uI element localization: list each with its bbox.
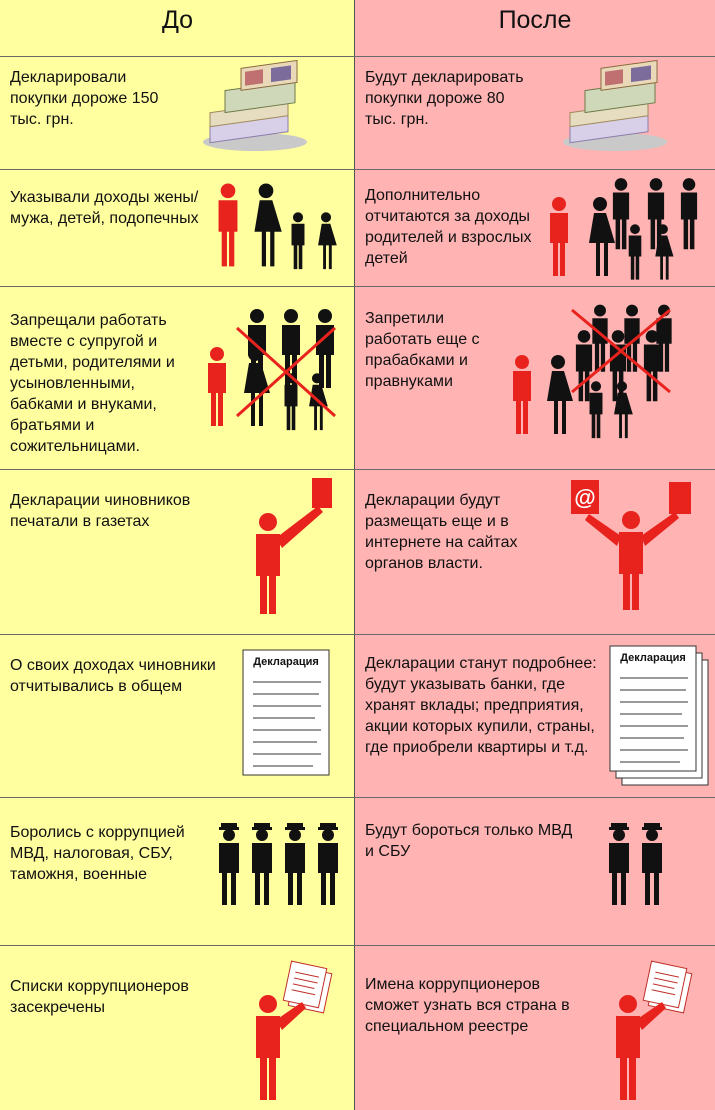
column-divider bbox=[354, 0, 355, 1110]
row-6-after-text: Будут бороться только МВД и СБУ bbox=[365, 822, 573, 860]
row-divider bbox=[0, 797, 715, 798]
four-officers-icon bbox=[212, 815, 352, 910]
row-1-before-text: Декларировали покупки дороже 150 тыс. грн. bbox=[10, 69, 159, 128]
row-divider bbox=[0, 945, 715, 946]
person-holding-papers-icon bbox=[600, 962, 710, 1107]
row-4-after-text: Декларации будут размещать еще и в интернете на сайтах органов власти. bbox=[365, 492, 518, 572]
declaration-document-icon bbox=[243, 650, 333, 778]
money-stack-icon bbox=[575, 72, 705, 162]
row-divider bbox=[0, 56, 715, 57]
row-7-before-text: Списки коррупционеров засекречены bbox=[10, 978, 189, 1016]
doc-title: Декларация bbox=[253, 656, 319, 668]
person-holding-papers-icon bbox=[240, 962, 350, 1107]
family-icon bbox=[200, 175, 350, 275]
money-stack-icon bbox=[215, 72, 345, 162]
before-header: До bbox=[161, 6, 194, 34]
row-5-after-text: Декларации станут подробнее: будут указывать банки, где хранят вклады; предприятия, акции которых купили, страны, где приобрели квартиры и т.д. bbox=[365, 655, 597, 756]
row-divider bbox=[0, 169, 715, 170]
extended-family-icon bbox=[535, 172, 715, 282]
row-3-before-text: Запрещали работать вместе с супругой и детьми, родителями и усыновленными, бабками и внуками, братьями и сожительницами. bbox=[10, 312, 175, 455]
person-holding-card-icon bbox=[240, 476, 340, 616]
row-1-after-text: Будут декларировать покупки дороже 80 тыс. грн. bbox=[365, 69, 524, 128]
crossed-relatives-icon bbox=[500, 296, 700, 441]
at-sign: @ bbox=[574, 485, 596, 510]
row-3-after-text: Запретили работать еще с прабабками и правнуками bbox=[365, 310, 480, 390]
doc-title: Декларация bbox=[620, 652, 686, 664]
person-holding-cards-at-icon bbox=[565, 476, 700, 616]
row-5-before-text: О своих доходах чиновники отчитывались в общем bbox=[10, 657, 216, 695]
two-officers-icon bbox=[602, 815, 677, 910]
row-2-before-text: Указывали доходы жены/мужа, детей, подопечных bbox=[10, 189, 199, 227]
row-2-after-text: Дополнительно отчитаются за доходы родителей и взрослых детей bbox=[365, 187, 532, 267]
row-6-before-text: Боролись с коррупцией МВД, налоговая, СБУ, таможня, военные bbox=[10, 824, 185, 883]
row-4-before-text: Декларации чиновников печатали в газетах bbox=[10, 492, 191, 530]
row-divider bbox=[0, 286, 715, 287]
declaration-documents-stack-icon bbox=[610, 646, 710, 786]
row-7-after-text: Имена коррупционеров сможет узнать вся страна в специальном реестре bbox=[365, 976, 570, 1035]
row-divider bbox=[0, 469, 715, 470]
crossed-relatives-icon bbox=[195, 298, 350, 433]
after-header: После bbox=[498, 6, 572, 34]
row-divider bbox=[0, 634, 715, 635]
